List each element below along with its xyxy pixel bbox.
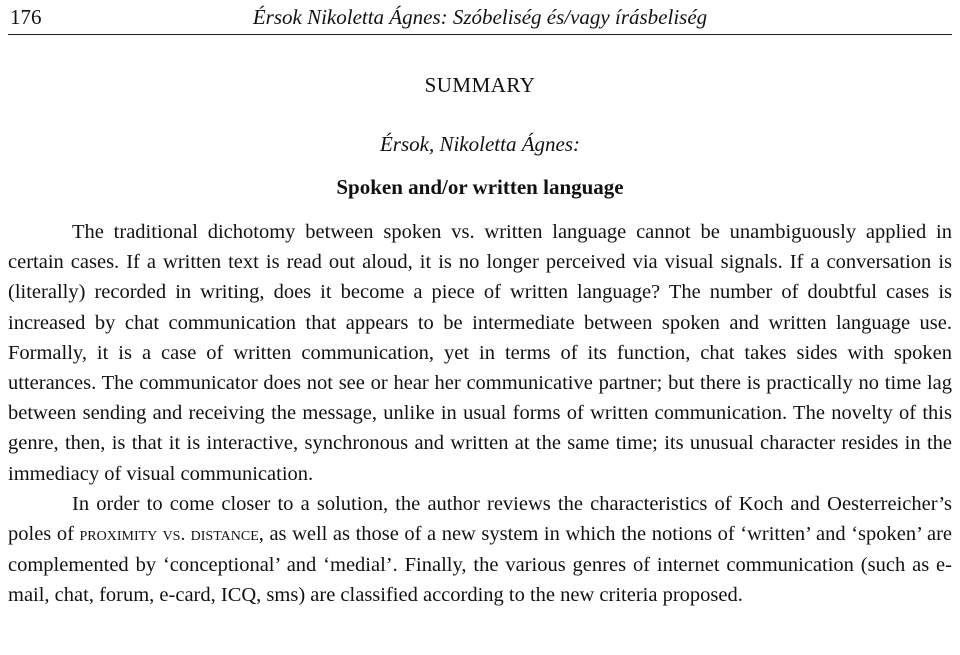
- paragraph-1: The traditional dichotomy between spoken vs. written language cannot be unambiguously applied in certain cases. If a written text is read out aloud, it is no longer perceived via visual signals. If a conversation is (literally) recorded in writing, does it become a piece of written language? The number of doubtful cases is increased by chat communication that appears to be intermediate between spoken and written language use. Formally, it is a case of written communication, yet in terms of its function, chat takes sides with spoken utterances. The communicator does not see or hear her communicative partner; but there is practically no time lag between sending and receiving the message, unlike in usual forms of written communication. The novelty of this genre, then, is that it is interactive, synchronous and written at the same time; its unusual character resides in the immediacy of visual communication.: [8, 221, 952, 485]
- author-name: Érsok, Nikoletta Ágnes:: [379, 132, 581, 156]
- term-vs: vs.: [157, 524, 191, 546]
- article-title: Spoken and/or written language: [336, 175, 624, 199]
- paragraph-2-rest: , as well as those of a new system in which the notions of ‘written’ and ‘spoken’ are complemented by ‘conceptional’ and ‘medial’. Finally, the various genres of internet communication (such as e-mail, chat, forum, e-card, ICQ, sms) are classified according to the new criteria proposed.: [8, 523, 952, 607]
- running-header: [8, 4, 952, 35]
- term-proximity: proximity: [79, 524, 158, 546]
- page-number: 176: [10, 5, 42, 29]
- term-distance: distance: [190, 524, 259, 546]
- paragraph-2-lead: In order to come closer to a solution, the author reviews the characteristics of Koch and Oesterreicher’s poles of: [8, 492, 952, 546]
- summary-body: [8, 217, 952, 611]
- paragraph-2: [8, 489, 952, 611]
- running-title: Érsok Nikoletta Ágnes: Szóbeliség és/vagy írásbeliség: [252, 5, 708, 29]
- summary-heading: SUMMARY: [424, 73, 536, 97]
